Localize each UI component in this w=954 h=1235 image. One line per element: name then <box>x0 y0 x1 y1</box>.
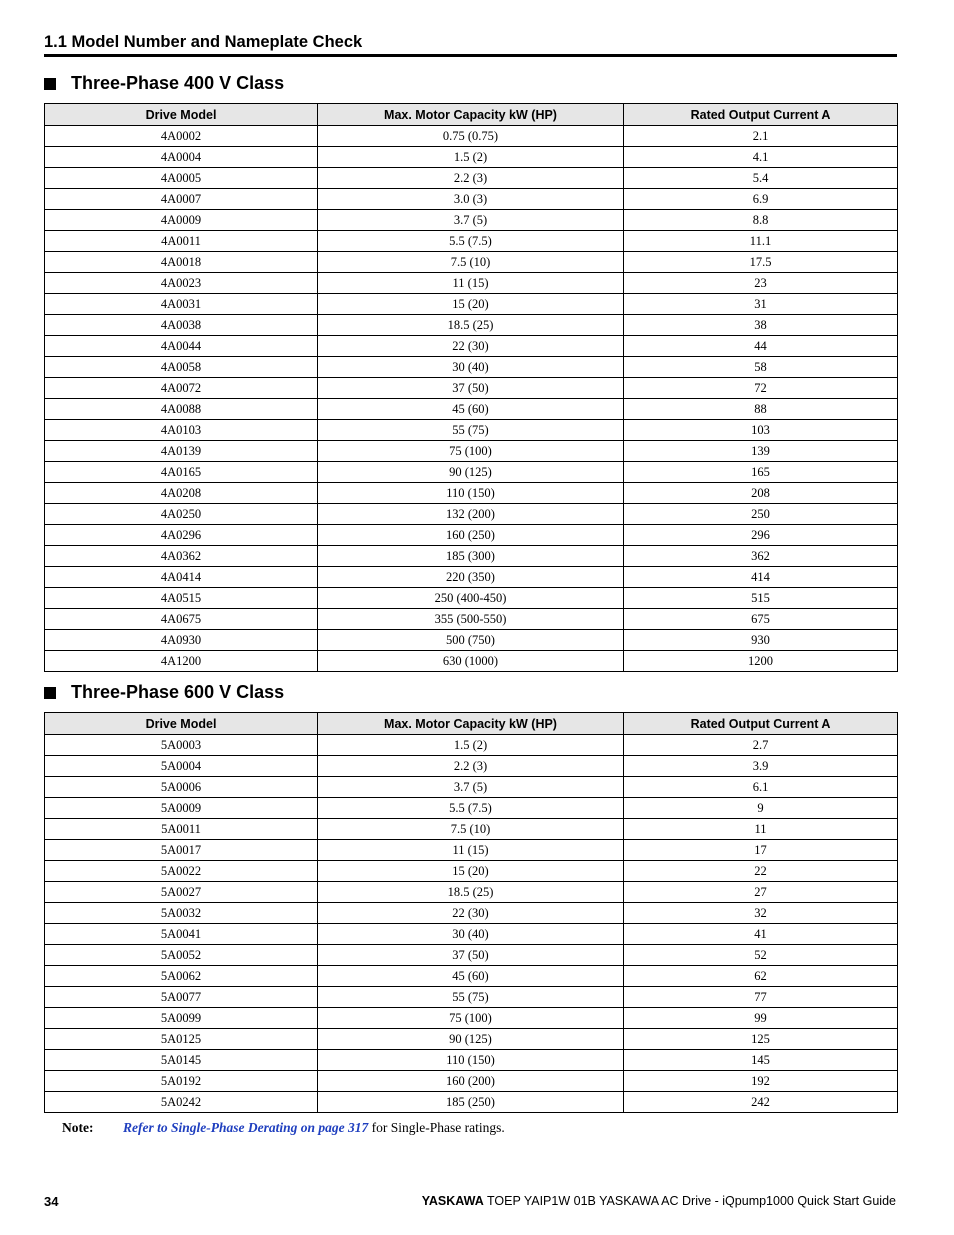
table-row <box>45 882 898 903</box>
table-row <box>45 336 898 357</box>
cell-motor-capacity: 90 (125) <box>318 1029 624 1050</box>
table-row <box>45 189 898 210</box>
page-section-title: 1.1 Model Number and Nameplate Check <box>44 33 363 51</box>
cell-drive-model: 4A0930 <box>45 630 318 651</box>
cell-rated-current: 44 <box>624 336 898 357</box>
cell-drive-model: 4A0005 <box>45 168 318 189</box>
cell-drive-model: 4A0038 <box>45 315 318 336</box>
cell-rated-current: 5.4 <box>624 168 898 189</box>
cell-rated-current: 58 <box>624 357 898 378</box>
cell-motor-capacity: 30 (40) <box>318 357 624 378</box>
cell-rated-current: 11.1 <box>624 231 898 252</box>
table-row <box>45 504 898 525</box>
cell-motor-capacity: 90 (125) <box>318 462 624 483</box>
cell-rated-current: 99 <box>624 1008 898 1029</box>
table-row <box>45 987 898 1008</box>
table-row <box>45 399 898 420</box>
column-header-rated-current: Rated Output Current A <box>624 104 898 126</box>
cell-rated-current: 4.1 <box>624 147 898 168</box>
cell-motor-capacity: 160 (250) <box>318 525 624 546</box>
table-row <box>45 1050 898 1071</box>
cell-drive-model: 5A0145 <box>45 1050 318 1071</box>
cell-motor-capacity: 45 (60) <box>318 399 624 420</box>
column-header-motor-capacity: Max. Motor Capacity kW (HP) <box>318 713 624 735</box>
table-row <box>45 231 898 252</box>
cell-drive-model: 4A0007 <box>45 189 318 210</box>
cell-rated-current: 77 <box>624 987 898 1008</box>
cell-rated-current: 9 <box>624 798 898 819</box>
cell-drive-model: 5A0099 <box>45 1008 318 1029</box>
cell-rated-current: 296 <box>624 525 898 546</box>
cell-drive-model: 4A0208 <box>45 483 318 504</box>
cell-rated-current: 208 <box>624 483 898 504</box>
table-row <box>45 1029 898 1050</box>
cell-motor-capacity: 15 (20) <box>318 294 624 315</box>
cell-drive-model: 4A0023 <box>45 273 318 294</box>
table-row <box>45 420 898 441</box>
cell-drive-model: 4A0004 <box>45 147 318 168</box>
cell-drive-model: 5A0052 <box>45 945 318 966</box>
cell-motor-capacity: 250 (400-450) <box>318 588 624 609</box>
cell-rated-current: 41 <box>624 924 898 945</box>
cell-drive-model: 4A0362 <box>45 546 318 567</box>
cell-motor-capacity: 355 (500-550) <box>318 609 624 630</box>
column-header-rated-current: Rated Output Current A <box>624 713 898 735</box>
cell-rated-current: 2.1 <box>624 126 898 147</box>
cell-motor-capacity: 22 (30) <box>318 903 624 924</box>
cell-drive-model: 4A0414 <box>45 567 318 588</box>
table-row <box>45 651 898 672</box>
table-row <box>45 609 898 630</box>
cell-drive-model: 4A0088 <box>45 399 318 420</box>
table-row <box>45 735 898 756</box>
section-heading-text: Three-Phase 600 V Class <box>71 682 285 702</box>
cell-motor-capacity: 185 (250) <box>318 1092 624 1113</box>
cell-rated-current: 6.1 <box>624 777 898 798</box>
cell-motor-capacity: 110 (150) <box>318 1050 624 1071</box>
cell-rated-current: 675 <box>624 609 898 630</box>
cell-rated-current: 32 <box>624 903 898 924</box>
cell-drive-model: 5A0017 <box>45 840 318 861</box>
cell-motor-capacity: 7.5 (10) <box>318 252 624 273</box>
cell-drive-model: 5A0125 <box>45 1029 318 1050</box>
table-row <box>45 294 898 315</box>
cell-drive-model: 4A0165 <box>45 462 318 483</box>
cell-drive-model: 5A0192 <box>45 1071 318 1092</box>
guide-title: TOEP YAIP1W 01B YASKAWA AC Drive - iQpump1000 Quick Start Guide <box>483 1194 896 1208</box>
table-header-row <box>45 104 898 126</box>
cell-motor-capacity: 3.0 (3) <box>318 189 624 210</box>
cell-rated-current: 52 <box>624 945 898 966</box>
table-row <box>45 756 898 777</box>
brand-name: YASKAWA <box>421 1194 484 1208</box>
cell-drive-model: 5A0032 <box>45 903 318 924</box>
cell-drive-model: 4A0058 <box>45 357 318 378</box>
cell-drive-model: 5A0027 <box>45 882 318 903</box>
table-row <box>45 546 898 567</box>
cell-motor-capacity: 75 (100) <box>318 1008 624 1029</box>
cell-rated-current: 38 <box>624 315 898 336</box>
square-bullet-icon <box>44 687 56 699</box>
cell-drive-model: 5A0004 <box>45 756 318 777</box>
cell-drive-model: 4A0011 <box>45 231 318 252</box>
cell-motor-capacity: 18.5 (25) <box>318 882 624 903</box>
cell-rated-current: 103 <box>624 420 898 441</box>
table-row <box>45 777 898 798</box>
cell-drive-model: 4A0031 <box>45 294 318 315</box>
cell-rated-current: 192 <box>624 1071 898 1092</box>
cell-motor-capacity: 30 (40) <box>318 924 624 945</box>
cell-motor-capacity: 3.7 (5) <box>318 210 624 231</box>
table-row <box>45 315 898 336</box>
cell-motor-capacity: 2.2 (3) <box>318 168 624 189</box>
cell-drive-model: 4A0103 <box>45 420 318 441</box>
cell-motor-capacity: 15 (20) <box>318 861 624 882</box>
cell-rated-current: 930 <box>624 630 898 651</box>
square-bullet-icon <box>44 78 56 90</box>
cell-motor-capacity: 55 (75) <box>318 420 624 441</box>
column-header-drive-model: Drive Model <box>45 104 318 126</box>
cell-rated-current: 362 <box>624 546 898 567</box>
column-header-drive-model: Drive Model <box>45 713 318 735</box>
table-row <box>45 798 898 819</box>
cell-rated-current: 23 <box>624 273 898 294</box>
cell-drive-model: 4A0139 <box>45 441 318 462</box>
section-heading-text: Three-Phase 400 V Class <box>71 73 285 93</box>
table-600v-class <box>44 712 898 1113</box>
note-text: for Single-Phase ratings. <box>368 1120 505 1135</box>
cell-drive-model: 4A0002 <box>45 126 318 147</box>
table-header-row <box>45 713 898 735</box>
cell-drive-model: 4A0009 <box>45 210 318 231</box>
table-row <box>45 168 898 189</box>
cell-rated-current: 515 <box>624 588 898 609</box>
cell-motor-capacity: 18.5 (25) <box>318 315 624 336</box>
cell-motor-capacity: 55 (75) <box>318 987 624 1008</box>
table-row <box>45 1092 898 1113</box>
cell-motor-capacity: 630 (1000) <box>318 651 624 672</box>
cell-rated-current: 1200 <box>624 651 898 672</box>
table-row <box>45 588 898 609</box>
cell-motor-capacity: 185 (300) <box>318 546 624 567</box>
cell-motor-capacity: 5.5 (7.5) <box>318 231 624 252</box>
header-rule <box>44 54 897 57</box>
cell-motor-capacity: 75 (100) <box>318 441 624 462</box>
table-row <box>45 252 898 273</box>
cell-drive-model: 4A0296 <box>45 525 318 546</box>
cell-motor-capacity: 22 (30) <box>318 336 624 357</box>
table-row <box>45 462 898 483</box>
cell-drive-model: 5A0041 <box>45 924 318 945</box>
cell-rated-current: 62 <box>624 966 898 987</box>
table-row <box>45 840 898 861</box>
cell-motor-capacity: 45 (60) <box>318 966 624 987</box>
cell-motor-capacity: 0.75 (0.75) <box>318 126 624 147</box>
section-heading-600v <box>44 682 284 703</box>
cell-rated-current: 165 <box>624 462 898 483</box>
cell-motor-capacity: 11 (15) <box>318 273 624 294</box>
cell-drive-model: 5A0022 <box>45 861 318 882</box>
table-row <box>45 567 898 588</box>
table-row <box>45 441 898 462</box>
cell-rated-current: 72 <box>624 378 898 399</box>
section-heading-400v <box>44 73 284 94</box>
cell-rated-current: 145 <box>624 1050 898 1071</box>
table-row <box>45 924 898 945</box>
cell-rated-current: 6.9 <box>624 189 898 210</box>
table-row <box>45 1071 898 1092</box>
cell-drive-model: 4A0250 <box>45 504 318 525</box>
cell-drive-model: 4A0072 <box>45 378 318 399</box>
cell-drive-model: 5A0077 <box>45 987 318 1008</box>
cell-drive-model: 5A0011 <box>45 819 318 840</box>
cell-motor-capacity: 110 (150) <box>318 483 624 504</box>
cell-drive-model: 4A0018 <box>45 252 318 273</box>
cell-rated-current: 250 <box>624 504 898 525</box>
table-row <box>45 630 898 651</box>
table-row <box>45 357 898 378</box>
cell-rated-current: 3.9 <box>624 756 898 777</box>
table-row <box>45 483 898 504</box>
cell-motor-capacity: 220 (350) <box>318 567 624 588</box>
cell-drive-model: 5A0009 <box>45 798 318 819</box>
cell-motor-capacity: 11 (15) <box>318 840 624 861</box>
cell-rated-current: 2.7 <box>624 735 898 756</box>
note <box>62 1120 505 1136</box>
cell-rated-current: 414 <box>624 567 898 588</box>
cell-motor-capacity: 7.5 (10) <box>318 819 624 840</box>
table-row <box>45 819 898 840</box>
cell-rated-current: 31 <box>624 294 898 315</box>
cell-rated-current: 11 <box>624 819 898 840</box>
table-row <box>45 378 898 399</box>
cell-drive-model: 4A0044 <box>45 336 318 357</box>
cell-drive-model: 5A0242 <box>45 1092 318 1113</box>
cell-rated-current: 125 <box>624 1029 898 1050</box>
table-row <box>45 966 898 987</box>
cell-drive-model: 5A0062 <box>45 966 318 987</box>
cell-rated-current: 17.5 <box>624 252 898 273</box>
note-label: Note: <box>62 1120 94 1135</box>
cell-motor-capacity: 1.5 (2) <box>318 735 624 756</box>
cell-rated-current: 8.8 <box>624 210 898 231</box>
cell-motor-capacity: 37 (50) <box>318 378 624 399</box>
table-row <box>45 210 898 231</box>
cell-rated-current: 27 <box>624 882 898 903</box>
cell-motor-capacity: 5.5 (7.5) <box>318 798 624 819</box>
table-row <box>45 126 898 147</box>
cell-rated-current: 88 <box>624 399 898 420</box>
cell-motor-capacity: 37 (50) <box>318 945 624 966</box>
cell-motor-capacity: 132 (200) <box>318 504 624 525</box>
table-row <box>45 945 898 966</box>
table-row <box>45 147 898 168</box>
page-number: 34 <box>44 1194 59 1209</box>
cell-drive-model: 5A0006 <box>45 777 318 798</box>
cell-rated-current: 139 <box>624 441 898 462</box>
cell-drive-model: 4A0675 <box>45 609 318 630</box>
table-row <box>45 861 898 882</box>
table-row <box>45 1008 898 1029</box>
table-row <box>45 903 898 924</box>
column-header-motor-capacity: Max. Motor Capacity kW (HP) <box>318 104 624 126</box>
cell-rated-current: 17 <box>624 840 898 861</box>
table-400v-class <box>44 103 898 672</box>
cell-motor-capacity: 160 (200) <box>318 1071 624 1092</box>
table-row <box>45 525 898 546</box>
cell-motor-capacity: 500 (750) <box>318 630 624 651</box>
footer-guide-title <box>422 1194 896 1208</box>
cell-motor-capacity: 3.7 (5) <box>318 777 624 798</box>
cell-motor-capacity: 1.5 (2) <box>318 147 624 168</box>
cell-motor-capacity: 2.2 (3) <box>318 756 624 777</box>
cell-drive-model: 4A1200 <box>45 651 318 672</box>
derating-reference-link[interactable]: Refer to Single-Phase Derating on page 317 <box>123 1120 369 1135</box>
cell-rated-current: 242 <box>624 1092 898 1113</box>
cell-drive-model: 4A0515 <box>45 588 318 609</box>
cell-rated-current: 22 <box>624 861 898 882</box>
table-row <box>45 273 898 294</box>
cell-drive-model: 5A0003 <box>45 735 318 756</box>
